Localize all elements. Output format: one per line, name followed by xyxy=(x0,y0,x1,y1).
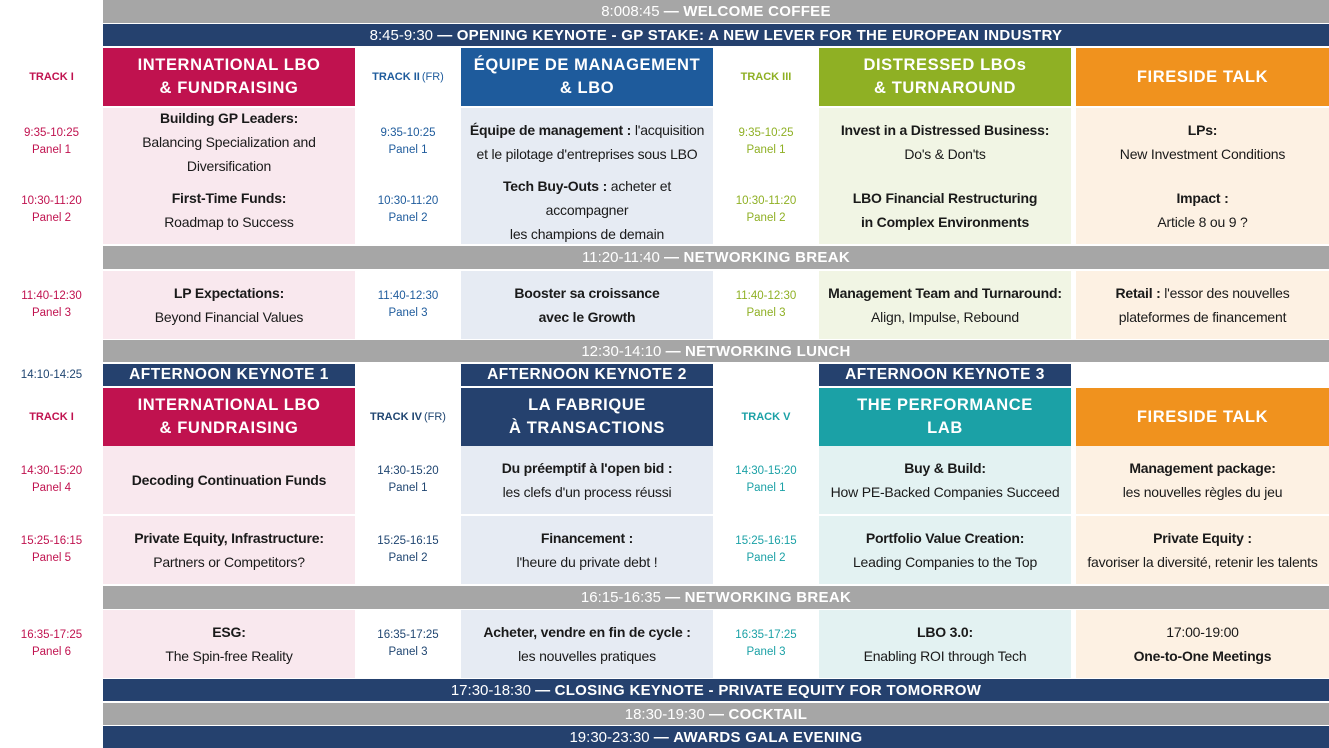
afternoon-keynote-1: AFTERNOON KEYNOTE 1 xyxy=(103,364,355,386)
header-la-fabrique: LA FABRIQUE À TRANSACTIONS xyxy=(461,388,713,446)
session-cell: Retail : l'essor des nouvelles plateformes de financement xyxy=(1076,271,1329,339)
welcome-coffee-label: WELCOME COFFEE xyxy=(683,3,831,20)
afternoon-track-1-label: TRACK I xyxy=(29,411,74,423)
track-language-tag: (FR) xyxy=(421,71,444,83)
opening-keynote-label: OPENING KEYNOTE - GP STAKE: A NEW LEVER FOR THE EUROPEAN INDUSTRY xyxy=(456,26,1063,44)
session-cell: Management Team and Turnaround: Align, Impulse, Rebound xyxy=(819,271,1071,339)
networking-lunch-bar: 12:30-14:10 — NETWORKING LUNCH xyxy=(103,340,1329,362)
header-international-lbo: INTERNATIONAL LBO & FUNDRAISING xyxy=(103,48,355,106)
time-label: 11:40-12:30 Panel 3 xyxy=(377,290,439,319)
session-cell: ESG: The Spin-free Reality xyxy=(103,610,355,678)
time-label: 10:30-11:20 Panel 2 xyxy=(735,195,797,224)
time-label: 16:35-17:25 Panel 3 xyxy=(377,629,439,658)
time-label: 16:35-17:25 Panel 3 xyxy=(735,629,797,658)
afternoon-keynote-2: AFTERNOON KEYNOTE 2 xyxy=(461,364,713,386)
session-cell: Tech Buy-Outs : acheter et accompagner les champions de demain xyxy=(461,176,713,244)
session-cell: Management package: les nouvelles règles du jeu xyxy=(1076,446,1329,514)
header-fireside-talk-pm: FIRESIDE TALK xyxy=(1076,388,1329,446)
keynote-time-label: 14:10-14:25 xyxy=(20,368,83,381)
cocktail-bar: 18:30-19:30 — COCKTAIL xyxy=(103,703,1329,725)
session-cell: Buy & Build: How PE-Backed Companies Succeed xyxy=(819,446,1071,514)
session-cell: Portfolio Value Creation: Leading Companies to the Top xyxy=(819,516,1071,584)
session-cell: Financement : l'heure du private debt ! xyxy=(461,516,713,584)
session-cell: 17:00-19:00 One-to-One Meetings xyxy=(1076,610,1329,678)
session-cell: Impact : Article 8 ou 9 ? xyxy=(1076,176,1329,244)
afternoon-track-5-label: TRACK V xyxy=(741,411,791,423)
opening-keynote-bar: 8:45-9:30 — OPENING KEYNOTE - GP STAKE: A NEW LEVER FOR THE EUROPEAN INDUSTRY xyxy=(103,24,1329,46)
welcome-coffee-time: 8:008:45 xyxy=(601,3,660,20)
time-label: 11:40-12:30 Panel 3 xyxy=(21,290,82,319)
opening-keynote-time: 8:45-9:30 xyxy=(369,26,434,44)
time-label: 9:35-10:25 Panel 1 xyxy=(380,127,436,156)
session-cell: Decoding Continuation Funds xyxy=(103,446,355,514)
awards-gala-bar: 19:30-23:30 — AWARDS GALA EVENING xyxy=(103,726,1329,748)
session-cell: LBO 3.0: Enabling ROI through Tech xyxy=(819,610,1071,678)
welcome-coffee-bar: 8:008:45 — WELCOME COFFEE xyxy=(103,0,1329,23)
session-cell: Private Equity : favoriser la diversité, retenir les talents xyxy=(1076,516,1329,584)
time-label: 15:25-16:15 Panel 2 xyxy=(377,535,439,564)
session-cell: Acheter, vendre en fin de cycle : les nouvelles pratiques xyxy=(461,610,713,678)
session-cell: LPs: New Investment Conditions xyxy=(1076,108,1329,176)
time-label: 16:35-17:25 Panel 6 xyxy=(20,629,83,658)
time-label: 14:30-15:20 Panel 1 xyxy=(377,465,439,494)
afternoon-keynote-3: AFTERNOON KEYNOTE 3 xyxy=(819,364,1071,386)
time-label: 9:35-10:25 Panel 1 xyxy=(738,127,794,156)
header-international-lbo-pm: INTERNATIONAL LBO & FUNDRAISING xyxy=(103,388,355,446)
time-label: 9:35-10:25 Panel 1 xyxy=(24,127,79,156)
session-cell: Booster sa croissance avec le Growth xyxy=(461,271,713,339)
session-cell: Private Equity, Infrastructure: Partners or Competitors? xyxy=(103,516,355,584)
session-cell: LBO Financial Restructuring in Complex Environments xyxy=(819,176,1071,244)
session-cell: First-Time Funds: Roadmap to Success xyxy=(103,176,355,244)
time-label: 10:30-11:20 Panel 2 xyxy=(21,195,82,224)
session-cell: Building GP Leaders: Balancing Specialization and Diversification xyxy=(103,108,355,176)
session-cell: Invest in a Distressed Business: Do's & Don'ts xyxy=(819,108,1071,176)
closing-keynote-bar: 17:30-18:30 — CLOSING KEYNOTE - PRIVATE EQUITY FOR TOMORROW xyxy=(103,679,1329,701)
time-label: 14:30-15:20 Panel 1 xyxy=(735,465,797,494)
morning-track-3-label: TRACK III xyxy=(740,71,792,83)
time-label: 10:30-11:20 Panel 2 xyxy=(377,195,439,224)
session-cell: Équipe de management : l'acquisition et le pilotage d'entreprises sous LBO xyxy=(461,108,713,176)
time-label: 15:25-16:15 Panel 5 xyxy=(20,535,83,564)
session-cell: LP Expectations: Beyond Financial Values xyxy=(103,271,355,339)
header-equipe-management: ÉQUIPE DE MANAGEMENT & LBO xyxy=(461,48,713,106)
time-label: 11:40-12:30 Panel 3 xyxy=(735,290,797,319)
header-performance-lab: THE PERFORMANCE LAB xyxy=(819,388,1071,446)
networking-break-bar: 11:20-11:40 — NETWORKING BREAK xyxy=(103,246,1329,269)
session-cell: Du préemptif à l'open bid : les clefs d'un process réussi xyxy=(461,446,713,514)
header-distressed-lbos: DISTRESSED LBOs & TURNAROUND xyxy=(819,48,1071,106)
time-label: 14:30-15:20 Panel 4 xyxy=(20,465,83,494)
morning-track-1-label: TRACK I xyxy=(29,71,74,83)
networking-break-bar: 16:15-16:35 — NETWORKING BREAK xyxy=(103,586,1329,609)
afternoon-track-4-label: TRACK IV (FR) xyxy=(370,411,446,423)
time-label: 15:25-16:15 Panel 2 xyxy=(735,535,797,564)
morning-track-2-label: TRACK II (FR) xyxy=(372,71,444,83)
track-language-tag: (FR) xyxy=(423,411,446,423)
header-fireside-talk: FIRESIDE TALK xyxy=(1076,48,1329,106)
